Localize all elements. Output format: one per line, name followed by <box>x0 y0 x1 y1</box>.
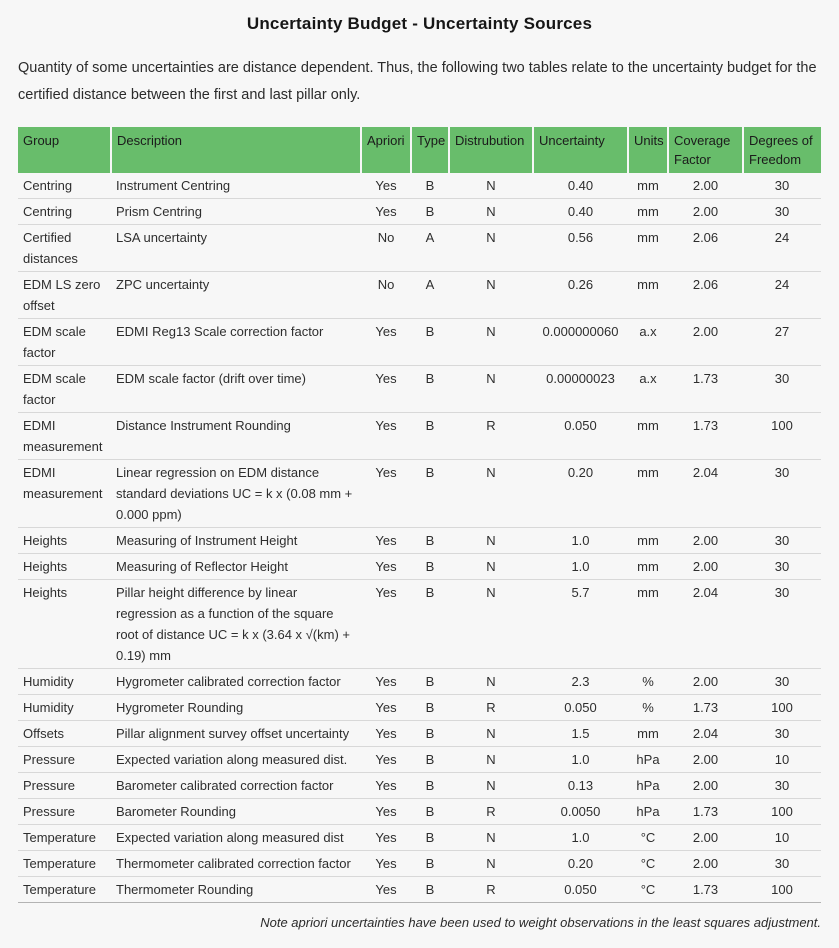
footnote: Note apriori uncertainties have been used to weight observations in the least squares adjustment. <box>260 915 821 930</box>
cell-distribution: N <box>449 272 533 319</box>
cell-degrees-of-freedom: 30 <box>743 669 821 695</box>
cell-distribution: N <box>449 825 533 851</box>
table-row <box>18 825 821 851</box>
cell-type: B <box>411 721 449 747</box>
cell-units: mm <box>628 580 668 669</box>
cell-group: Pressure <box>18 773 111 799</box>
cell-type: A <box>411 272 449 319</box>
cell-coverage-factor: 2.04 <box>668 460 743 528</box>
cell-degrees-of-freedom: 24 <box>743 225 821 272</box>
cell-description: Pillar height difference by linear regression as a function of the square root of distance UC = k x (3.64 x √(km) + 0.19) mm <box>111 580 361 669</box>
cell-uncertainty: 1.0 <box>533 528 628 554</box>
cell-type: B <box>411 554 449 580</box>
cell-distribution: N <box>449 721 533 747</box>
cell-description: Instrument Centring <box>111 173 361 199</box>
cell-group: Temperature <box>18 851 111 877</box>
cell-apriori: Yes <box>361 580 411 669</box>
column-header-description: Description <box>111 127 361 173</box>
cell-uncertainty: 0.050 <box>533 413 628 460</box>
column-header-degrees-of-freedom: Degrees of Freedom <box>743 127 821 173</box>
table-row <box>18 319 821 366</box>
cell-uncertainty: 0.56 <box>533 225 628 272</box>
intro-text: Quantity of some uncertainties are distance dependent. Thus, the following two tables relate to the uncertainty budget for the certified distance between the first and last pillar only. <box>18 60 817 103</box>
cell-degrees-of-freedom: 24 <box>743 272 821 319</box>
cell-group: Temperature <box>18 825 111 851</box>
cell-degrees-of-freedom: 27 <box>743 319 821 366</box>
cell-units: hPa <box>628 773 668 799</box>
cell-apriori: Yes <box>361 825 411 851</box>
cell-apriori: Yes <box>361 199 411 225</box>
cell-distribution: N <box>449 173 533 199</box>
cell-units: % <box>628 669 668 695</box>
cell-uncertainty: 0.00000023 <box>533 366 628 413</box>
column-header-uncertainty: Uncertainty <box>533 127 628 173</box>
table-row <box>18 799 821 825</box>
cell-apriori: Yes <box>361 173 411 199</box>
cell-description: Prism Centring <box>111 199 361 225</box>
cell-apriori: Yes <box>361 366 411 413</box>
cell-uncertainty: 2.3 <box>533 669 628 695</box>
cell-description: Barometer Rounding <box>111 799 361 825</box>
cell-units: mm <box>628 199 668 225</box>
cell-degrees-of-freedom: 30 <box>743 773 821 799</box>
cell-uncertainty: 0.40 <box>533 199 628 225</box>
cell-coverage-factor: 2.00 <box>668 199 743 225</box>
cell-apriori: Yes <box>361 669 411 695</box>
cell-units: mm <box>628 173 668 199</box>
cell-units: mm <box>628 554 668 580</box>
cell-type: B <box>411 173 449 199</box>
cell-units: mm <box>628 721 668 747</box>
cell-apriori: No <box>361 225 411 272</box>
cell-degrees-of-freedom: 30 <box>743 554 821 580</box>
cell-description: Hygrometer calibrated correction factor <box>111 669 361 695</box>
cell-degrees-of-freedom: 100 <box>743 799 821 825</box>
cell-apriori: Yes <box>361 747 411 773</box>
cell-group: EDMI measurement <box>18 413 111 460</box>
cell-distribution: N <box>449 460 533 528</box>
cell-apriori: Yes <box>361 851 411 877</box>
cell-coverage-factor: 2.00 <box>668 747 743 773</box>
cell-degrees-of-freedom: 30 <box>743 366 821 413</box>
column-header-coverage-factor: Coverage Factor <box>668 127 743 173</box>
cell-distribution: N <box>449 747 533 773</box>
cell-uncertainty: 0.13 <box>533 773 628 799</box>
cell-description: Measuring of Reflector Height <box>111 554 361 580</box>
cell-type: B <box>411 319 449 366</box>
cell-distribution: R <box>449 799 533 825</box>
cell-coverage-factor: 2.00 <box>668 173 743 199</box>
cell-type: B <box>411 799 449 825</box>
cell-degrees-of-freedom: 10 <box>743 747 821 773</box>
cell-distribution: R <box>449 413 533 460</box>
cell-units: °C <box>628 877 668 903</box>
column-header-group: Group <box>18 127 111 173</box>
cell-apriori: Yes <box>361 721 411 747</box>
cell-coverage-factor: 2.00 <box>668 851 743 877</box>
cell-degrees-of-freedom: 30 <box>743 851 821 877</box>
cell-uncertainty: 0.26 <box>533 272 628 319</box>
cell-distribution: N <box>449 366 533 413</box>
cell-description: EDM scale factor (drift over time) <box>111 366 361 413</box>
cell-coverage-factor: 2.00 <box>668 825 743 851</box>
cell-units: hPa <box>628 747 668 773</box>
cell-units: mm <box>628 460 668 528</box>
table-row <box>18 580 821 669</box>
cell-uncertainty: 1.5 <box>533 721 628 747</box>
cell-degrees-of-freedom: 100 <box>743 877 821 903</box>
cell-degrees-of-freedom: 30 <box>743 721 821 747</box>
cell-coverage-factor: 1.73 <box>668 413 743 460</box>
cell-units: hPa <box>628 799 668 825</box>
cell-apriori: Yes <box>361 773 411 799</box>
cell-degrees-of-freedom: 30 <box>743 528 821 554</box>
cell-group: Pressure <box>18 799 111 825</box>
cell-distribution: N <box>449 669 533 695</box>
cell-distribution: N <box>449 225 533 272</box>
table-row <box>18 173 821 199</box>
cell-degrees-of-freedom: 100 <box>743 695 821 721</box>
cell-uncertainty: 1.0 <box>533 554 628 580</box>
cell-type: B <box>411 877 449 903</box>
cell-apriori: Yes <box>361 319 411 366</box>
cell-distribution: R <box>449 877 533 903</box>
cell-group: Offsets <box>18 721 111 747</box>
cell-uncertainty: 0.000000060 <box>533 319 628 366</box>
cell-units: °C <box>628 825 668 851</box>
cell-units: °C <box>628 851 668 877</box>
cell-coverage-factor: 2.00 <box>668 528 743 554</box>
cell-type: B <box>411 773 449 799</box>
table-body <box>18 173 821 903</box>
cell-distribution: R <box>449 695 533 721</box>
cell-apriori: Yes <box>361 528 411 554</box>
cell-description: Linear regression on EDM distance standard deviations UC = k x (0.08 mm + 0.000 ppm) <box>111 460 361 528</box>
cell-uncertainty: 1.0 <box>533 747 628 773</box>
cell-units: mm <box>628 225 668 272</box>
cell-apriori: Yes <box>361 460 411 528</box>
cell-group: EDM LS zero offset <box>18 272 111 319</box>
cell-type: B <box>411 669 449 695</box>
cell-units: a.x <box>628 319 668 366</box>
table-row <box>18 272 821 319</box>
cell-description: Thermometer Rounding <box>111 877 361 903</box>
cell-apriori: Yes <box>361 799 411 825</box>
cell-distribution: N <box>449 580 533 669</box>
table-row <box>18 877 821 903</box>
cell-distribution: N <box>449 851 533 877</box>
table-row <box>18 773 821 799</box>
cell-units: a.x <box>628 366 668 413</box>
page-title: Uncertainty Budget - Uncertainty Sources <box>246 14 593 33</box>
cell-coverage-factor: 2.00 <box>668 319 743 366</box>
cell-group: Humidity <box>18 695 111 721</box>
cell-distribution: N <box>449 319 533 366</box>
column-header-distribution: Distrubution <box>449 127 533 173</box>
cell-uncertainty: 0.050 <box>533 877 628 903</box>
cell-group: Centring <box>18 173 111 199</box>
cell-type: B <box>411 747 449 773</box>
cell-degrees-of-freedom: 30 <box>743 460 821 528</box>
table-row <box>18 225 821 272</box>
table-row <box>18 413 821 460</box>
cell-description: Measuring of Instrument Height <box>111 528 361 554</box>
cell-coverage-factor: 2.06 <box>668 225 743 272</box>
cell-description: ZPC uncertainty <box>111 272 361 319</box>
cell-coverage-factor: 2.00 <box>668 773 743 799</box>
cell-description: Distance Instrument Rounding <box>111 413 361 460</box>
cell-type: A <box>411 225 449 272</box>
cell-degrees-of-freedom: 100 <box>743 413 821 460</box>
cell-units: % <box>628 695 668 721</box>
cell-distribution: N <box>449 554 533 580</box>
cell-description: Pillar alignment survey offset uncertainty <box>111 721 361 747</box>
cell-apriori: No <box>361 272 411 319</box>
table-row <box>18 721 821 747</box>
cell-group: Heights <box>18 554 111 580</box>
cell-group: Heights <box>18 580 111 669</box>
cell-description: Barometer calibrated correction factor <box>111 773 361 799</box>
cell-apriori: Yes <box>361 554 411 580</box>
cell-coverage-factor: 2.00 <box>668 669 743 695</box>
cell-coverage-factor: 1.73 <box>668 695 743 721</box>
cell-type: B <box>411 528 449 554</box>
cell-group: EDM scale factor <box>18 366 111 413</box>
cell-description: Hygrometer Rounding <box>111 695 361 721</box>
table-row <box>18 199 821 225</box>
cell-group: Certified distances <box>18 225 111 272</box>
cell-type: B <box>411 825 449 851</box>
cell-coverage-factor: 1.73 <box>668 799 743 825</box>
cell-uncertainty: 1.0 <box>533 825 628 851</box>
table-row <box>18 460 821 528</box>
cell-degrees-of-freedom: 30 <box>743 173 821 199</box>
cell-group: Heights <box>18 528 111 554</box>
table-row <box>18 669 821 695</box>
cell-uncertainty: 0.40 <box>533 173 628 199</box>
cell-apriori: Yes <box>361 695 411 721</box>
cell-type: B <box>411 413 449 460</box>
column-header-apriori: Apriori <box>361 127 411 173</box>
cell-description: Thermometer calibrated correction factor <box>111 851 361 877</box>
cell-degrees-of-freedom: 30 <box>743 199 821 225</box>
cell-description: Expected variation along measured dist <box>111 825 361 851</box>
table-row <box>18 747 821 773</box>
cell-coverage-factor: 2.00 <box>668 554 743 580</box>
cell-group: Temperature <box>18 877 111 903</box>
table-row <box>18 528 821 554</box>
uncertainty-sources-table <box>18 127 821 903</box>
cell-type: B <box>411 851 449 877</box>
cell-apriori: Yes <box>361 877 411 903</box>
cell-uncertainty: 0.050 <box>533 695 628 721</box>
cell-type: B <box>411 580 449 669</box>
cell-description: LSA uncertainty <box>111 225 361 272</box>
cell-uncertainty: 0.0050 <box>533 799 628 825</box>
cell-uncertainty: 0.20 <box>533 851 628 877</box>
cell-coverage-factor: 1.73 <box>668 877 743 903</box>
cell-group: EDMI measurement <box>18 460 111 528</box>
cell-units: mm <box>628 272 668 319</box>
table-row <box>18 695 821 721</box>
cell-coverage-factor: 2.06 <box>668 272 743 319</box>
cell-group: EDM scale factor <box>18 319 111 366</box>
cell-units: mm <box>628 413 668 460</box>
table-header-row <box>18 127 821 173</box>
cell-type: B <box>411 199 449 225</box>
cell-degrees-of-freedom: 10 <box>743 825 821 851</box>
cell-distribution: N <box>449 199 533 225</box>
cell-distribution: N <box>449 773 533 799</box>
cell-apriori: Yes <box>361 413 411 460</box>
table-row <box>18 554 821 580</box>
cell-coverage-factor: 2.04 <box>668 580 743 669</box>
cell-description: Expected variation along measured dist. <box>111 747 361 773</box>
cell-type: B <box>411 460 449 528</box>
cell-group: Humidity <box>18 669 111 695</box>
cell-type: B <box>411 366 449 413</box>
cell-group: Pressure <box>18 747 111 773</box>
table-row <box>18 366 821 413</box>
cell-group: Centring <box>18 199 111 225</box>
cell-degrees-of-freedom: 30 <box>743 580 821 669</box>
cell-coverage-factor: 1.73 <box>668 366 743 413</box>
cell-uncertainty: 5.7 <box>533 580 628 669</box>
column-header-type: Type <box>411 127 449 173</box>
cell-type: B <box>411 695 449 721</box>
cell-description: EDMI Reg13 Scale correction factor <box>111 319 361 366</box>
table-row <box>18 851 821 877</box>
column-header-units: Units <box>628 127 668 173</box>
cell-coverage-factor: 2.04 <box>668 721 743 747</box>
cell-distribution: N <box>449 528 533 554</box>
cell-units: mm <box>628 528 668 554</box>
cell-uncertainty: 0.20 <box>533 460 628 528</box>
